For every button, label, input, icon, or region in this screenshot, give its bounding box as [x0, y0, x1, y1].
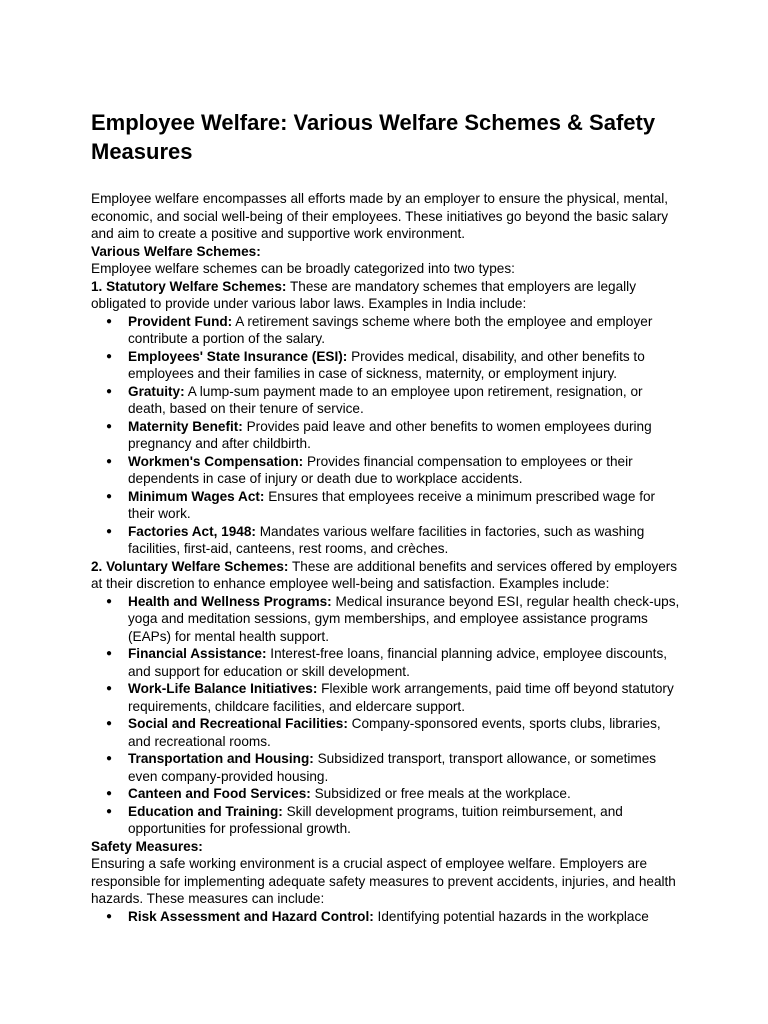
item-description: Medical insurance beyond ESI, regular health check-ups, yoga and meditation sessions, gym memberships, and employee assistance programs (EAPs) for mental health support.	[128, 593, 680, 644]
voluntary-list-item	[128, 750, 681, 785]
item-term: Maternity Benefit:	[128, 418, 243, 434]
statutory-list-item	[128, 383, 681, 418]
statutory-list-item	[128, 348, 681, 383]
safety-text: Ensuring a safe working environment is a crucial aspect of employee welfare. Employers are responsible for implementing adequate safety measures to prevent accidents, injuries, and health hazards. These measures can include:	[91, 856, 676, 906]
item-description: Interest-free loans, financial planning advice, employee discounts, and support for education or skill development.	[128, 646, 668, 679]
item-term: Workmen's Compensation:	[128, 453, 304, 469]
document-title: Employee Welfare: Various Welfare Schemes & Safety Measures	[91, 110, 656, 164]
statutory-heading: 1. Statutory Welfare Schemes:	[91, 278, 287, 294]
item-term: Health and Wellness Programs:	[128, 593, 332, 609]
item-description: Ensures that employees receive a minimum prescribed wage for their work.	[128, 488, 656, 521]
statutory-list-item	[128, 418, 681, 453]
item-description: Provides paid leave and other benefits to women employees during pregnancy and after childbirth.	[128, 418, 652, 451]
item-description: Subsidized or free meals at the workplace.	[314, 786, 571, 801]
item-term: Provident Fund:	[128, 313, 233, 329]
safety-list	[91, 908, 681, 926]
item-description: Flexible work arrangements, paid time off beyond statutory requirements, childcare facilities, and eldercare support.	[128, 681, 674, 714]
voluntary-list-item	[128, 803, 681, 838]
various-schemes-heading: Various Welfare Schemes:	[91, 243, 261, 259]
item-term: Social and Recreational Facilities:	[128, 716, 348, 731]
statutory-list-item	[128, 453, 681, 488]
voluntary-heading: 2. Voluntary Welfare Schemes:	[91, 558, 289, 574]
statutory-list-item	[128, 523, 681, 558]
item-description: Identifying potential hazards in the workplace	[377, 908, 649, 924]
voluntary-list	[91, 593, 681, 838]
statutory-list	[91, 313, 681, 558]
item-description: Subsidized transport, transport allowance, or sometimes even company-provided housing.	[128, 751, 657, 784]
item-description: A lump-sum payment made to an employee upon retirement, resignation, or death, based on their tenure of service.	[128, 383, 643, 416]
item-term: Gratuity:	[128, 383, 185, 399]
intro-paragraph: Employee welfare encompasses all efforts made by an employer to ensure the physical, mental, economic, and social well-being of their employees. These initiatives go beyond the basic salary and aim to create a positive and supportive work environment.	[91, 191, 669, 241]
voluntary-list-item	[128, 680, 681, 715]
voluntary-list-item	[128, 785, 681, 803]
statutory-text: These are mandatory schemes that employers are legally obligated to provide under various labor laws. Examples in India include:	[91, 278, 637, 311]
item-description: Provides medical, disability, and other benefits to employees and their families in case of sickness, maternity, or employment injury.	[128, 348, 645, 381]
item-term: Employees' State Insurance (ESI):	[128, 348, 348, 364]
voluntary-list-item	[128, 593, 681, 646]
various-schemes-text: Employee welfare schemes can be broadly categorized into two types:	[91, 261, 515, 276]
item-term: Factories Act, 1948:	[128, 523, 256, 539]
statutory-section	[91, 278, 681, 313]
safety-heading: Safety Measures:	[91, 838, 203, 854]
item-term: Transportation and Housing:	[128, 751, 314, 766]
voluntary-text: These are additional benefits and services offered by employers at their discretion to enhance employee well-being and satisfaction. Examples include:	[91, 558, 678, 591]
item-term: Financial Assistance:	[128, 646, 267, 661]
safety-list-item	[128, 908, 681, 926]
item-term: Work-Life Balance Initiatives:	[128, 681, 318, 696]
item-description: Company-sponsored events, sports clubs, libraries, and recreational rooms.	[128, 716, 661, 749]
item-term: Minimum Wages Act:	[128, 488, 265, 504]
item-description: A retirement savings scheme where both the employee and employer contribute a portion of the salary.	[128, 313, 653, 346]
voluntary-section	[91, 558, 681, 593]
statutory-list-item	[128, 488, 681, 523]
statutory-list-item	[128, 313, 681, 348]
voluntary-list-item	[128, 715, 681, 750]
voluntary-list-item	[128, 645, 681, 680]
document-body	[91, 108, 681, 925]
item-term: Education and Training:	[128, 803, 283, 819]
item-description: Provides financial compensation to employees or their dependents in case of injury or death due to workplace accidents.	[128, 453, 633, 486]
item-term: Risk Assessment and Hazard Control:	[128, 908, 374, 924]
item-description: Skill development programs, tuition reimbursement, and opportunities for professional growth.	[128, 803, 623, 836]
item-description: Mandates various welfare facilities in factories, such as washing facilities, first-aid, canteens, rest rooms, and crèches.	[128, 523, 645, 556]
item-term: Canteen and Food Services:	[128, 786, 311, 801]
